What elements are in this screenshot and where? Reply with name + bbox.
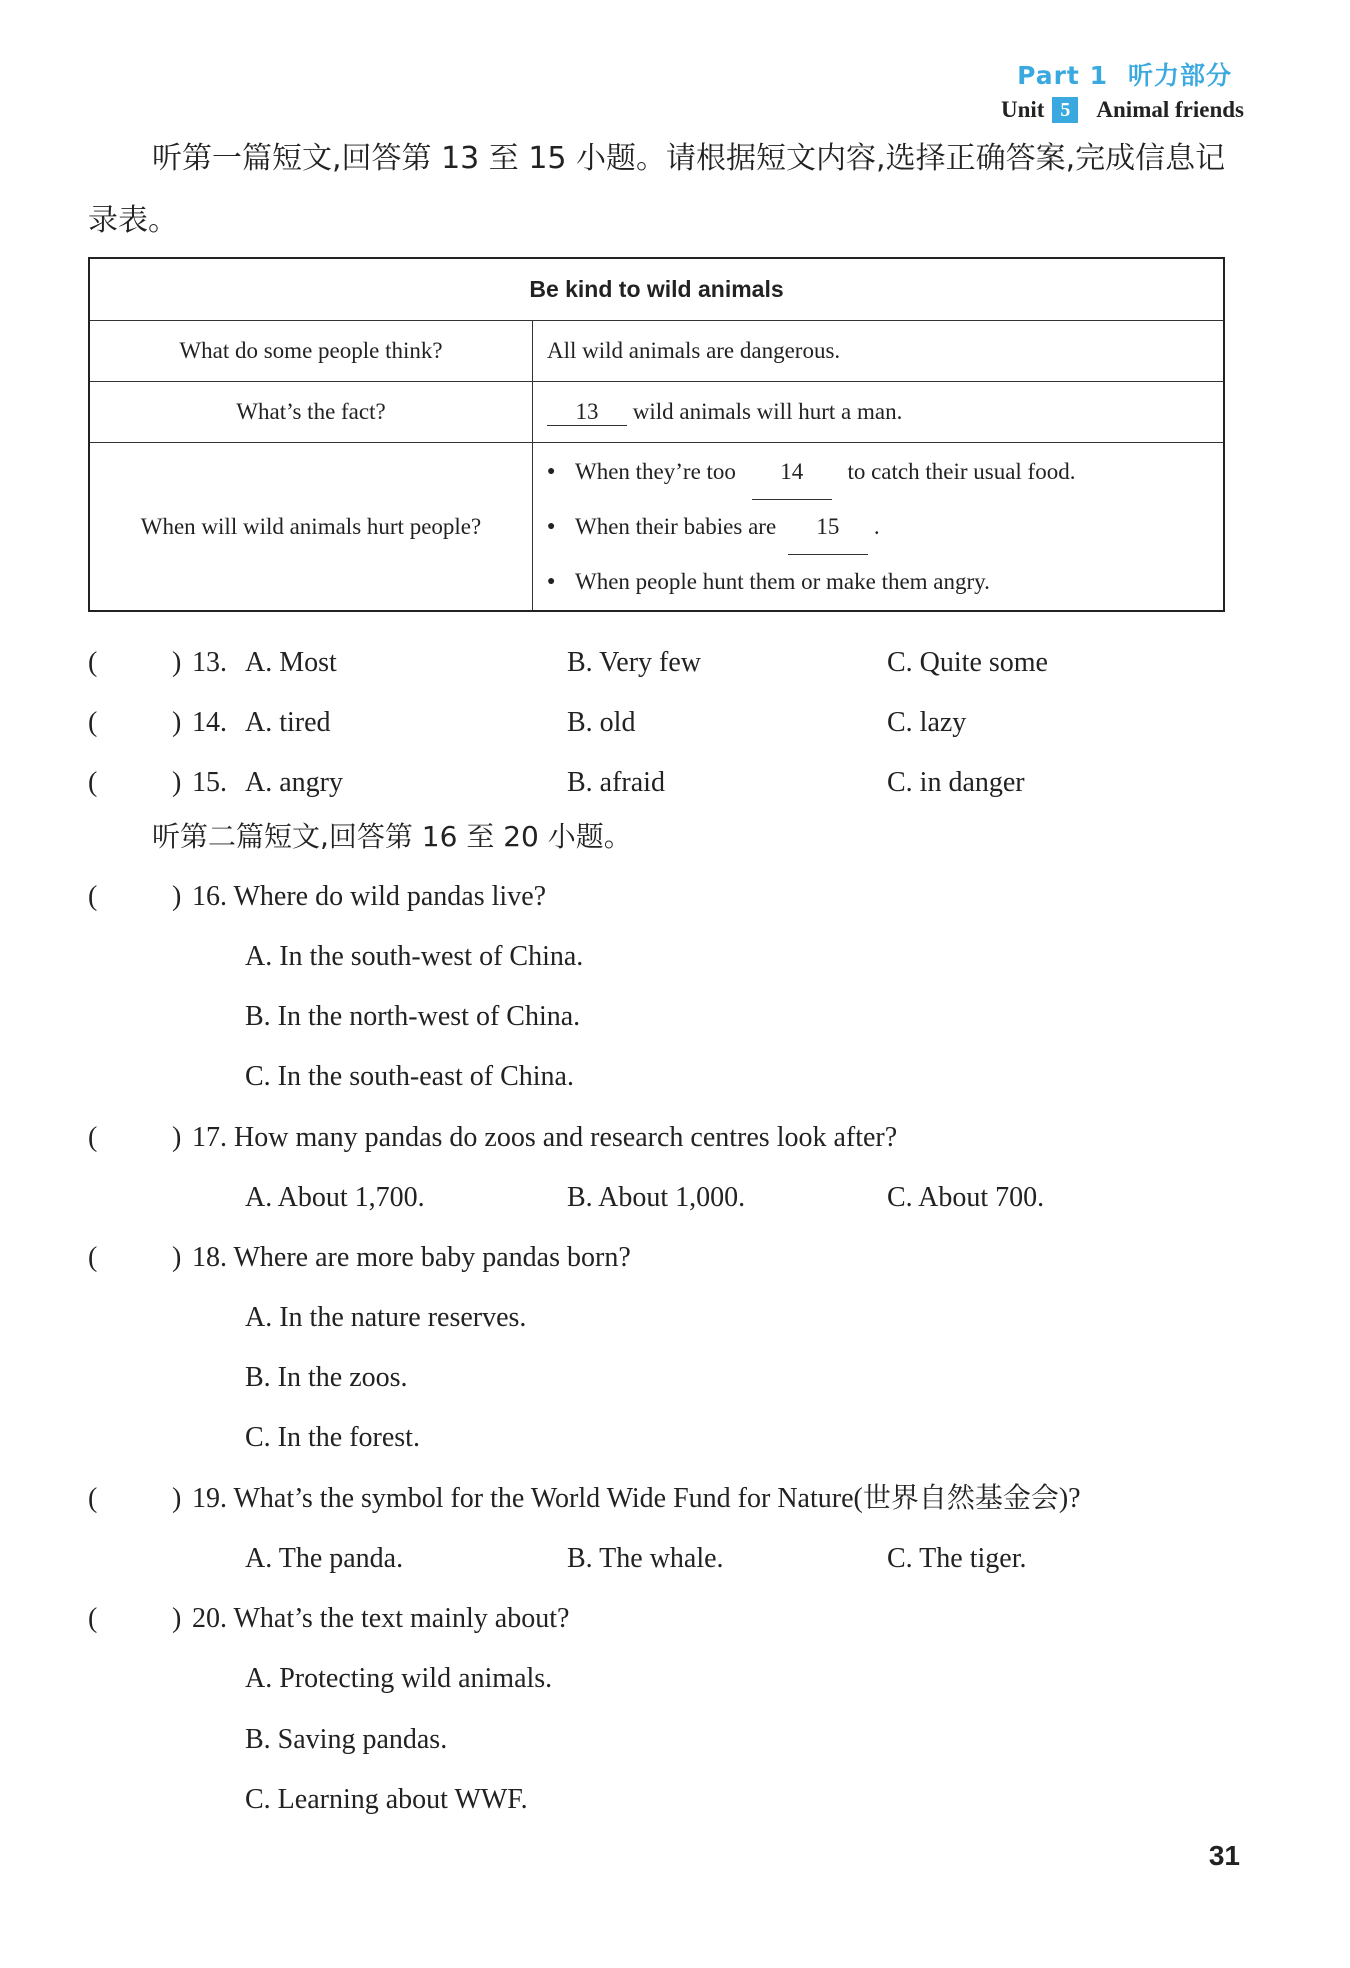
answer-paren-open[interactable]: (	[88, 881, 98, 912]
answer-paren-open[interactable]: (	[88, 1483, 98, 1514]
q19-option-a[interactable]: A. The panda.	[245, 1543, 404, 1574]
q15-option-a[interactable]: A. angry	[245, 767, 343, 798]
q19-option-c[interactable]: C. The tiger.	[887, 1543, 1027, 1574]
question-text: 20. What’s the text mainly about?	[192, 1603, 570, 1634]
table-row3-answer	[533, 443, 1225, 612]
question-text: 18. Where are more baby pandas born?	[192, 1242, 631, 1273]
header-unit	[1001, 97, 1244, 123]
page-number: 31	[1208, 1840, 1240, 1871]
blank-13[interactable]: 13	[547, 399, 627, 426]
question-text: 19. What’s the symbol for the World Wide Fund for Nature(世界自然基金会)?	[192, 1483, 1081, 1514]
unit-title: Animal friends	[1096, 97, 1244, 122]
q18-option-a[interactable]: A. In the nature reserves.	[245, 1302, 527, 1333]
question-number: 14.	[192, 707, 227, 738]
bullet1-pre: When they’re too	[575, 459, 736, 484]
answer-paren-open[interactable]: (	[88, 647, 98, 678]
section-2-instructions: 听第二篇短文,回答第 16 至 20 小题。	[152, 820, 632, 853]
header-part	[1017, 56, 1232, 92]
q16-option-b[interactable]: B. In the north-west of China.	[245, 1001, 581, 1032]
list-item: ● When people hunt them or make them angry.	[547, 554, 1222, 609]
answer-paren-close: )	[172, 1242, 182, 1273]
blank-15[interactable]: 15	[788, 499, 868, 555]
q18-option-c[interactable]: C. In the forest.	[245, 1422, 420, 1453]
answer-paren-close: )	[172, 1603, 182, 1634]
q13-option-c[interactable]: C. Quite some	[887, 647, 1048, 678]
q19-option-b[interactable]: B. The whale.	[567, 1543, 724, 1574]
table-row1-question: What do some people think?	[89, 321, 533, 382]
answer-paren-close: )	[172, 881, 182, 912]
bullet2-post: .	[873, 514, 880, 539]
table-row1-answer: All wild animals are dangerous.	[533, 321, 1225, 382]
answer-paren-open[interactable]: (	[88, 707, 98, 738]
answer-paren-close: )	[172, 1483, 182, 1514]
q15-option-c[interactable]: C. in danger	[887, 767, 1025, 798]
table-row2-question: What’s the fact?	[89, 382, 533, 443]
q20-option-b[interactable]: B. Saving pandas.	[245, 1724, 448, 1755]
unit-number-badge: 5	[1052, 97, 1078, 123]
answer-paren-open[interactable]: (	[88, 1242, 98, 1273]
q17-option-a[interactable]: A. About 1,700.	[245, 1182, 425, 1213]
answer-paren-close: )	[172, 707, 182, 738]
answer-paren-close: )	[172, 1122, 182, 1153]
q14-option-b[interactable]: B. old	[567, 707, 636, 738]
answer-paren-open[interactable]: (	[88, 1603, 98, 1634]
table-title: Be kind to wild animals	[89, 258, 1224, 321]
question-number: 13.	[192, 647, 227, 678]
part-number: Part 1	[1017, 61, 1108, 90]
q14-option-c[interactable]: C. lazy	[887, 707, 967, 738]
q13-option-b[interactable]: B. Very few	[567, 647, 702, 678]
question-text: 17. How many pandas do zoos and research centres look after?	[192, 1122, 898, 1153]
q14-option-a[interactable]: A. tired	[245, 707, 331, 738]
table-row2-answer	[533, 382, 1225, 443]
question-text: 16. Where do wild pandas live?	[192, 881, 547, 912]
answer-paren-close: )	[172, 647, 182, 678]
answer-paren-open[interactable]: (	[88, 1122, 98, 1153]
info-record-table	[88, 257, 1225, 612]
condition-list	[547, 444, 1222, 609]
unit-label: Unit	[1000, 97, 1045, 122]
answer-paren-close: )	[172, 767, 182, 798]
q17-option-b[interactable]: B. About 1,000.	[567, 1182, 746, 1213]
row2-answer-text: wild animals will hurt a man.	[632, 398, 903, 424]
part-title: 听力部分	[1127, 61, 1232, 90]
bullet2-pre: When their babies are	[575, 514, 777, 539]
q16-option-a[interactable]: A. In the south-west of China.	[245, 941, 584, 972]
blank-14[interactable]: 14	[752, 444, 832, 500]
answer-paren-open[interactable]: (	[88, 767, 98, 798]
bullet1-post: to catch their usual food.	[847, 459, 1076, 484]
q18-option-b[interactable]: B. In the zoos.	[245, 1362, 408, 1393]
q20-option-a[interactable]: A. Protecting wild animals.	[245, 1663, 553, 1694]
q17-option-c[interactable]: C. About 700.	[887, 1182, 1045, 1213]
q15-option-b[interactable]: B. afraid	[567, 767, 665, 798]
list-item	[547, 499, 1222, 554]
q13-option-a[interactable]: A. Most	[245, 647, 337, 678]
question-number: 15.	[192, 767, 227, 798]
q20-option-c[interactable]: C. Learning about WWF.	[245, 1784, 528, 1815]
table-row3-question: When will wild animals hurt people?	[89, 443, 533, 612]
list-item	[547, 444, 1222, 499]
q16-option-c[interactable]: C. In the south-east of China.	[245, 1061, 574, 1092]
section-1-instructions: 听第一篇短文,回答第 13 至 15 小题。请根据短文内容,选择正确答案,完成信息记录表。	[88, 141, 1226, 238]
